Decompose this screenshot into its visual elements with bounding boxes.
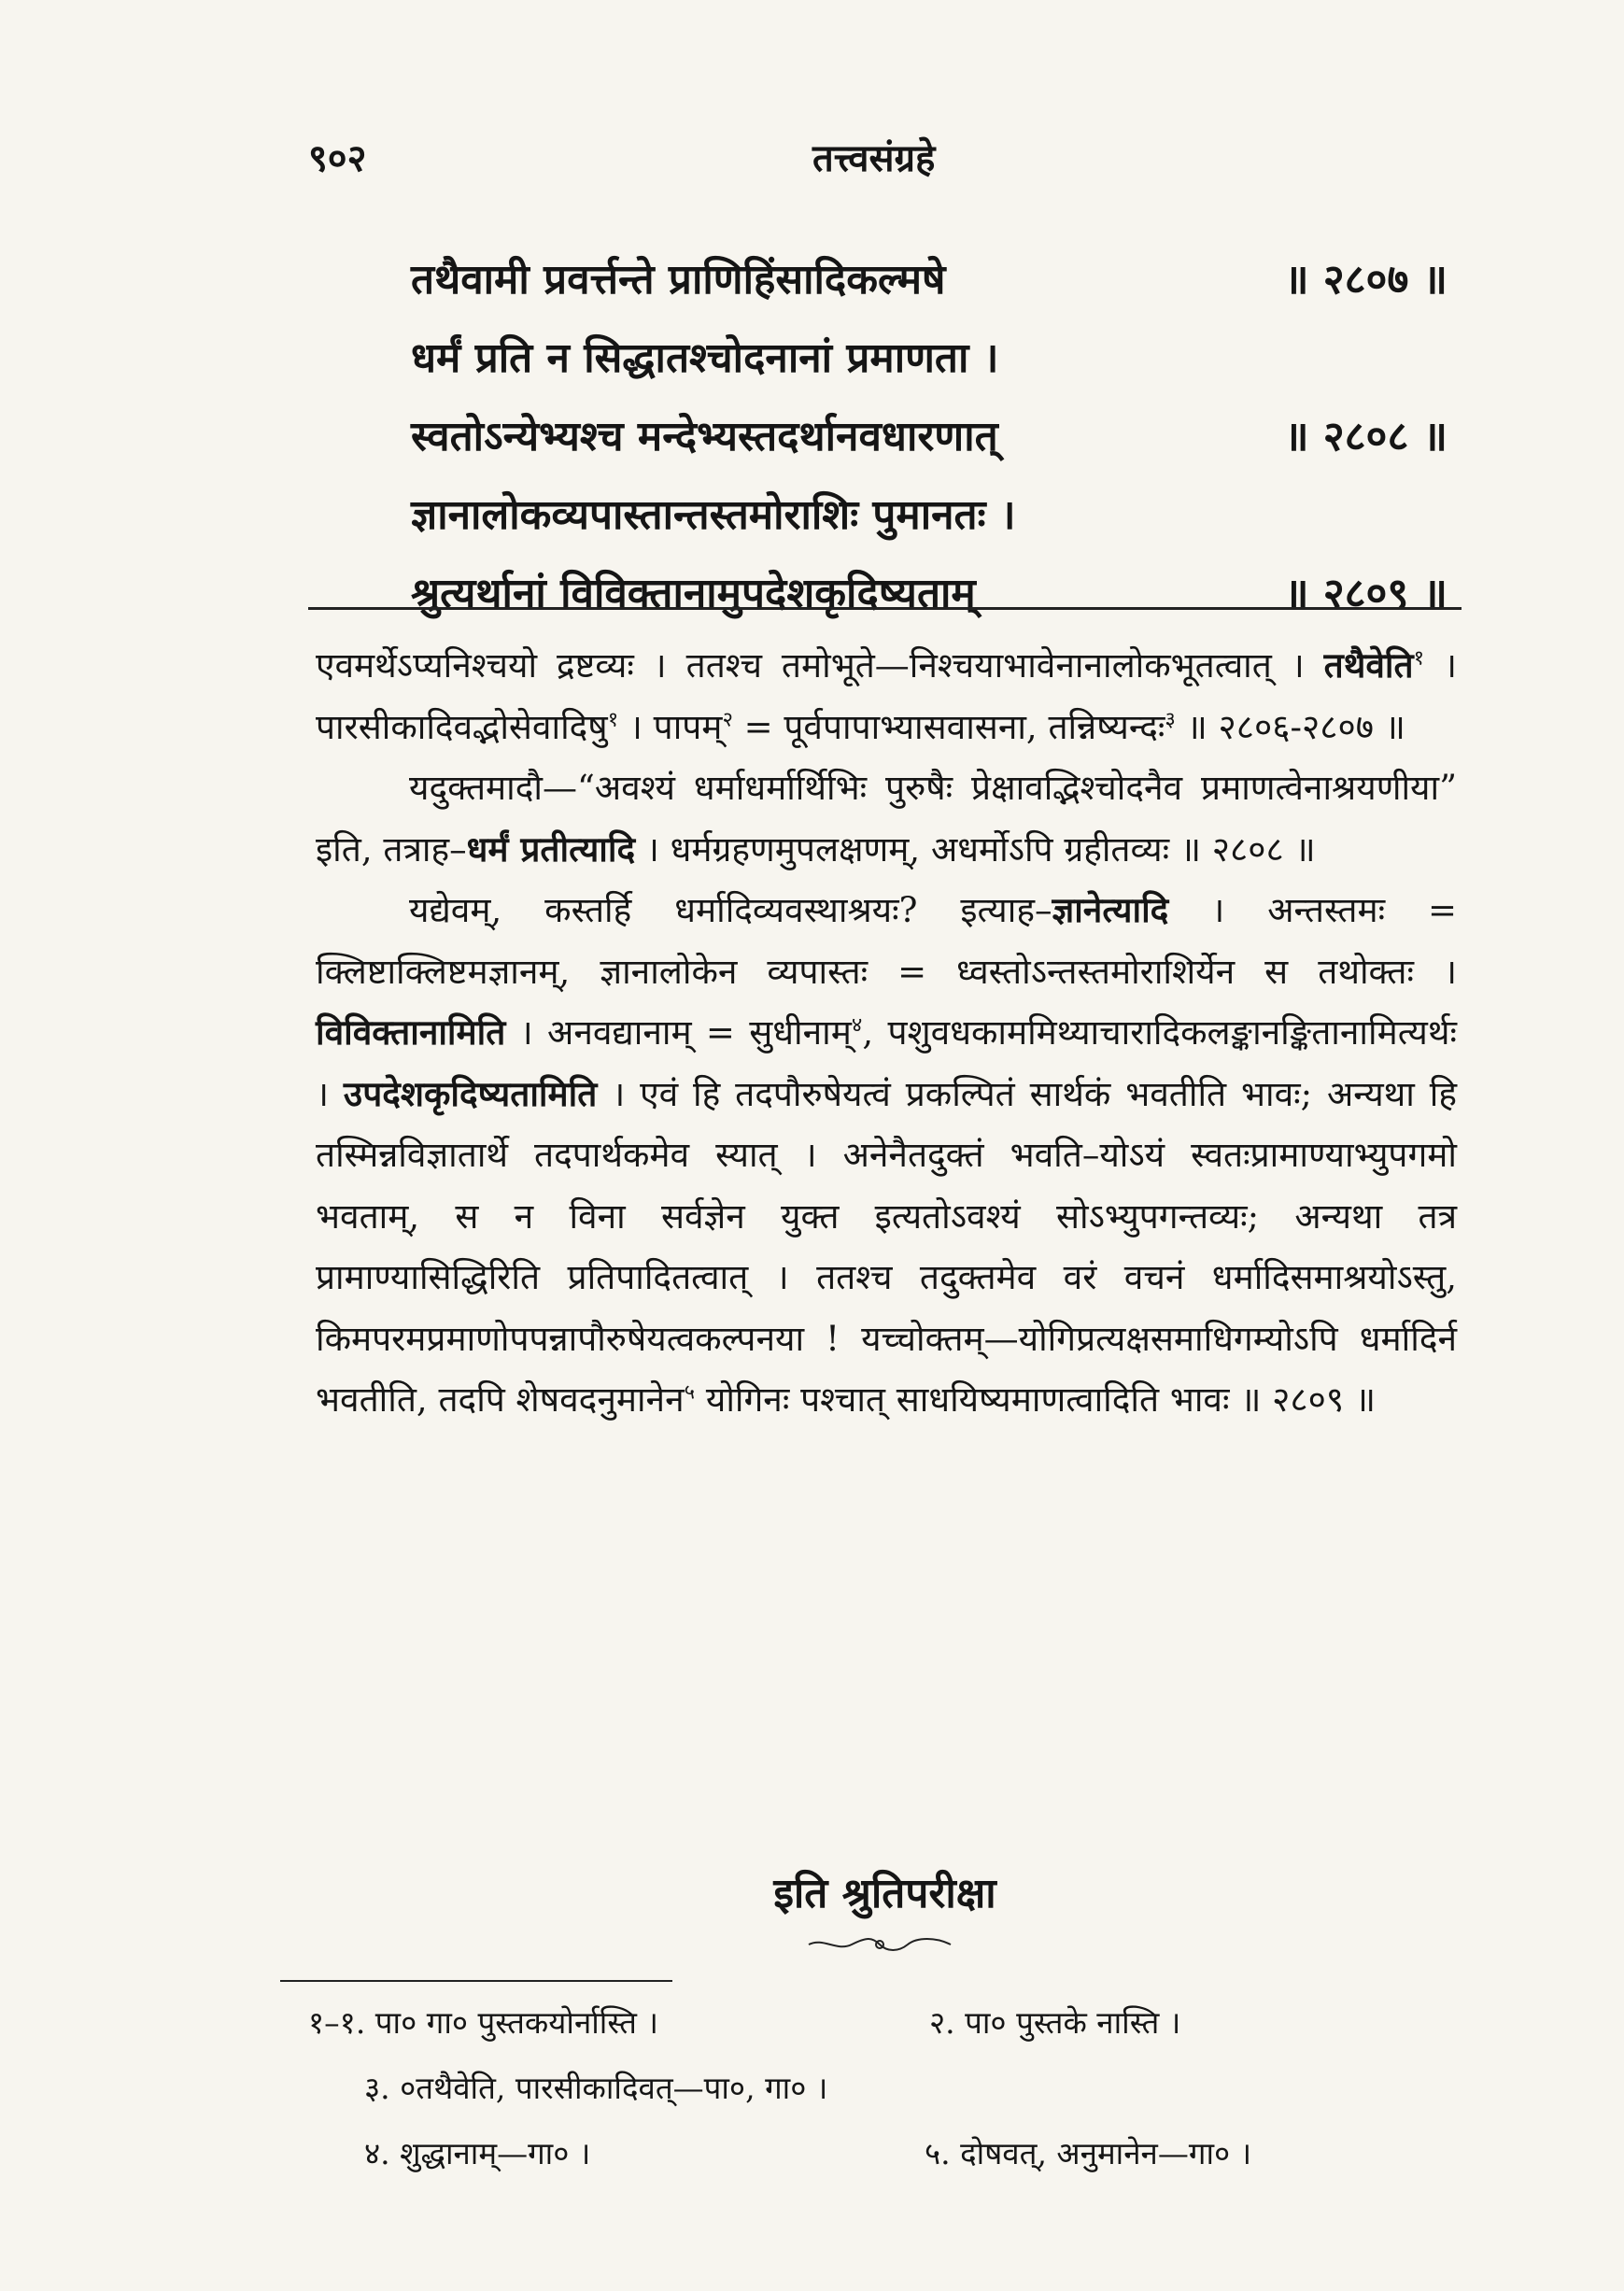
footnote: ३. ०तथैवेति, पारसीकादिवत्—पा०, गा० । [364, 2070, 828, 2106]
running-title: तत्त्वसंग्रहे [812, 136, 936, 180]
footnote-row [308, 1989, 1447, 2055]
verse-line [411, 552, 1447, 630]
verse-line [411, 238, 1447, 317]
commentary-lemma: विविक्तानामिति [316, 1011, 506, 1053]
footnote-marker: १ [1413, 646, 1425, 671]
commentary-text: । पारसीकादिवद्भोसेवादिषु [316, 645, 1457, 747]
footnotes [308, 1989, 1447, 2185]
footnote: १–१. पा० गा० पुस्तकयोर्नास्ति । [308, 2004, 658, 2041]
footnote-marker: ३ [1165, 708, 1176, 732]
footnote-marker: ४ [851, 1013, 863, 1038]
commentary-text: । अन्तस्तमः = क्लिष्टाक्लिष्टमज्ञानम्, ज्ञानालोकेन व्यपास्तः = ध्वस्तोऽन्तस्तमोराशिर्येन स तथोक्तः । [316, 890, 1457, 992]
commentary-text: ॥ २८०६-२८०७ ॥ [1175, 706, 1405, 747]
ornament-flourish [805, 1935, 954, 1954]
footnote-marker: १ [607, 708, 619, 732]
footnote-row [308, 2120, 1447, 2185]
commentary-text: योगिनः पश्चात् साधयिष्यमाणत्वादिति भावः ॥ २८०९ ॥ [695, 1379, 1377, 1420]
commentary-lemma: ज्ञानेत्यादि [1052, 889, 1169, 930]
commentary-text: एवमर्थेऽप्यनिश्चयो द्रष्टव्यः । ततश्च तमोभूते—निश्चयाभावेनानालोकभूतत्वात् । [316, 645, 1324, 686]
verse-text: स्वतोऽन्येभ्यश्च मन्देभ्यस्तदर्थानवधारणात् [411, 413, 998, 460]
verse-line [411, 395, 1447, 474]
verse-line [411, 317, 1326, 395]
footnote-marker: ५ [684, 1380, 696, 1405]
commentary-text: । पापम् [618, 706, 723, 747]
commentary-text: , पशुवधकाममिथ्याचारादिकलङ्कानङ्कितानामित्यर्थः । [316, 1012, 1457, 1114]
commentary-lemma: धर्मं प्रतीत्यादि [466, 827, 636, 870]
verse-line [411, 474, 1326, 552]
verse-text: ज्ञानालोकव्यपास्तान्तस्तमोराशिः पुमानतः । [411, 491, 1016, 539]
commentary-paragraph [316, 880, 1457, 1431]
verse-number: ॥ २८०७ ॥ [1284, 256, 1447, 304]
verse-text: तथैवामी प्रवर्त्तन्ते प्राणिहिंसादिकल्मषे [411, 256, 946, 304]
commentary-lemma: उपदेशकृदिष्यतामिति [343, 1072, 598, 1114]
verse-text: श्रुत्यर्थानां विविक्तानामुपदेशकृदिष्यताम् [411, 570, 976, 617]
footnote-divider [280, 1980, 672, 1982]
section-colophon: इति श्रुतिपरीक्षा [773, 1870, 996, 1917]
commentary-paragraph [316, 635, 1457, 757]
footnote-row [308, 2055, 1447, 2120]
commentary-text: । अनवद्यानाम् = सुधीनाम् [505, 1012, 852, 1053]
footnote-marker: २ [722, 708, 733, 732]
verse-block [411, 238, 1447, 630]
page-number: ९०२ [308, 136, 367, 180]
footnote: २. पा० पुस्तके नास्ति । [929, 2004, 1181, 2041]
commentary-paragraph [316, 757, 1457, 880]
verse-number: ॥ २८०९ ॥ [1284, 570, 1447, 617]
commentary-text: यद्येवम्, कस्तर्हि धर्मादिव्यवस्थाश्रयः? इत्याह– [409, 890, 1052, 930]
commentary [316, 635, 1457, 1431]
commentary-text: । धर्मग्रहणमुपलक्षणम्, अधर्मोऽपि ग्रहीतव्यः ॥ २८०८ ॥ [635, 828, 1316, 870]
footnote: ४. शुद्धानाम्—गा० । [364, 2135, 591, 2171]
verse-number: ॥ २८०८ ॥ [1284, 413, 1447, 460]
verse-commentary-divider [308, 607, 1462, 610]
verse-text: धर्मं प्रति न सिद्धातश्चोदनानां प्रमाणता । [411, 334, 999, 382]
commentary-lemma: तथैवेति [1323, 644, 1414, 686]
footnote: ५. दोषवत्, अनुमानेन—गा० । [925, 2135, 1252, 2171]
page-header [308, 131, 1466, 187]
commentary-text: = पूर्वपापाभ्यासवासना, तन्निष्यन्दः [732, 706, 1165, 747]
commentary-text: यदुक्तमादौ—“अवश्यं धर्माधर्मार्थिभिः पुरुषैः प्रेक्षावद्भिश्चोदनैव प्रमाणत्वेनाश्रयणीया” इति, तत्राह– [316, 768, 1457, 870]
commentary-text: । एवं हि तदपौरुषेयत्वं प्रकल्पितं सार्थकं भवतीति भावः; अन्यथा हि तस्मिन्नविज्ञातार्थे तदपार्थकमेव स्यात् । अनेनैतदुक्तं भवति–योऽयं स्वतःप्रामाण्याभ्युपगमो भवताम्, स न विना सर्वज्ञेन युक्त इत्यतोऽवश्यं सोऽभ्युपगन्तव्यः; अन्यथा तत्र प्रामाण्यासिद्धिरिति प्रतिपादितत्वात् । ततश्च तदुक्तमेव वरं वचनं धर्मादिसमाश्रयोऽस्तु, किमपरमप्रमाणोपपन्नापौरुषेयत्वकल्पनया ! यच्चोक्तम्—योगिप्रत्यक्षसमाधिगम्योऽपि धर्मादिर्न भवतीति, तदपि शेषवदनुमानेन [316, 1073, 1457, 1420]
